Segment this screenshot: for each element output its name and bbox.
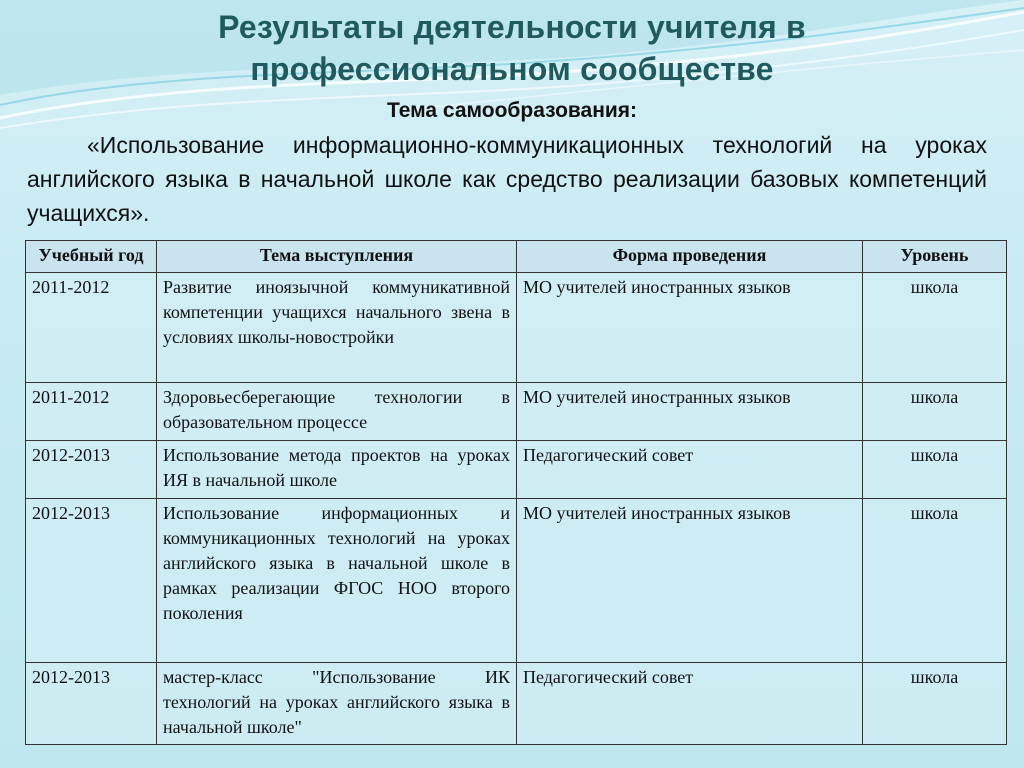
cell-level: школа [863,663,1007,745]
table-row [26,273,1007,383]
slide-title [0,6,1024,90]
cell-year: 2012-2013 [26,441,157,499]
cell-form: МО учителей иностранных языков [517,273,863,383]
self-education-topic: «Использование информационно-коммуникационных технологий на уроках английского языка в начальной школе как средство реализации базовых компетенций учащихся». [27,132,987,226]
header-form: Форма проведения [517,241,863,273]
cell-form: МО учителей иностранных языков [517,499,863,663]
cell-topic: Здоровьесберегающие технологии в образовательном процессе [157,383,517,441]
cell-year: 2012-2013 [26,499,157,663]
cell-topic: мастер-класс "Использование ИК технологий на уроках английского языка в начальной школе" [157,663,517,745]
table-row [26,499,1007,663]
cell-form: МО учителей иностранных языков [517,383,863,441]
cell-topic: Использование метода проектов на уроках ИЯ в начальной школе [157,441,517,499]
cell-form: Педагогический совет [517,441,863,499]
header-topic: Тема выступления [157,241,517,273]
slide-subtitle: Тема самообразования: [386,99,638,122]
cell-topic: Использование информационных и коммуникационных технологий на уроках английского языка в начальной школе в рамках реализации ФГОС НОО второго поколения [157,499,517,663]
cell-year: 2011-2012 [26,273,157,383]
activities-table [25,240,1007,745]
cell-level: школа [863,441,1007,499]
table-header-row [26,241,1007,273]
slide-title-line-1: Результаты деятельности учителя в [218,9,806,45]
cell-form: Педагогический совет [517,663,863,745]
cell-level: школа [863,383,1007,441]
cell-level: школа [863,273,1007,383]
cell-topic: Развитие иноязычной коммуникативной компетенции учащихся начального звена в условиях школы-новостройки [157,273,517,383]
cell-level: школа [863,499,1007,663]
table-row [26,663,1007,745]
table-row [26,383,1007,441]
header-year: Учебный год [26,241,157,273]
cell-year: 2012-2013 [26,663,157,745]
header-level: Уровень [863,241,1007,273]
table-row [26,441,1007,499]
slide-title-line-2: профессиональном сообществе [250,51,774,87]
cell-year: 2011-2012 [26,383,157,441]
